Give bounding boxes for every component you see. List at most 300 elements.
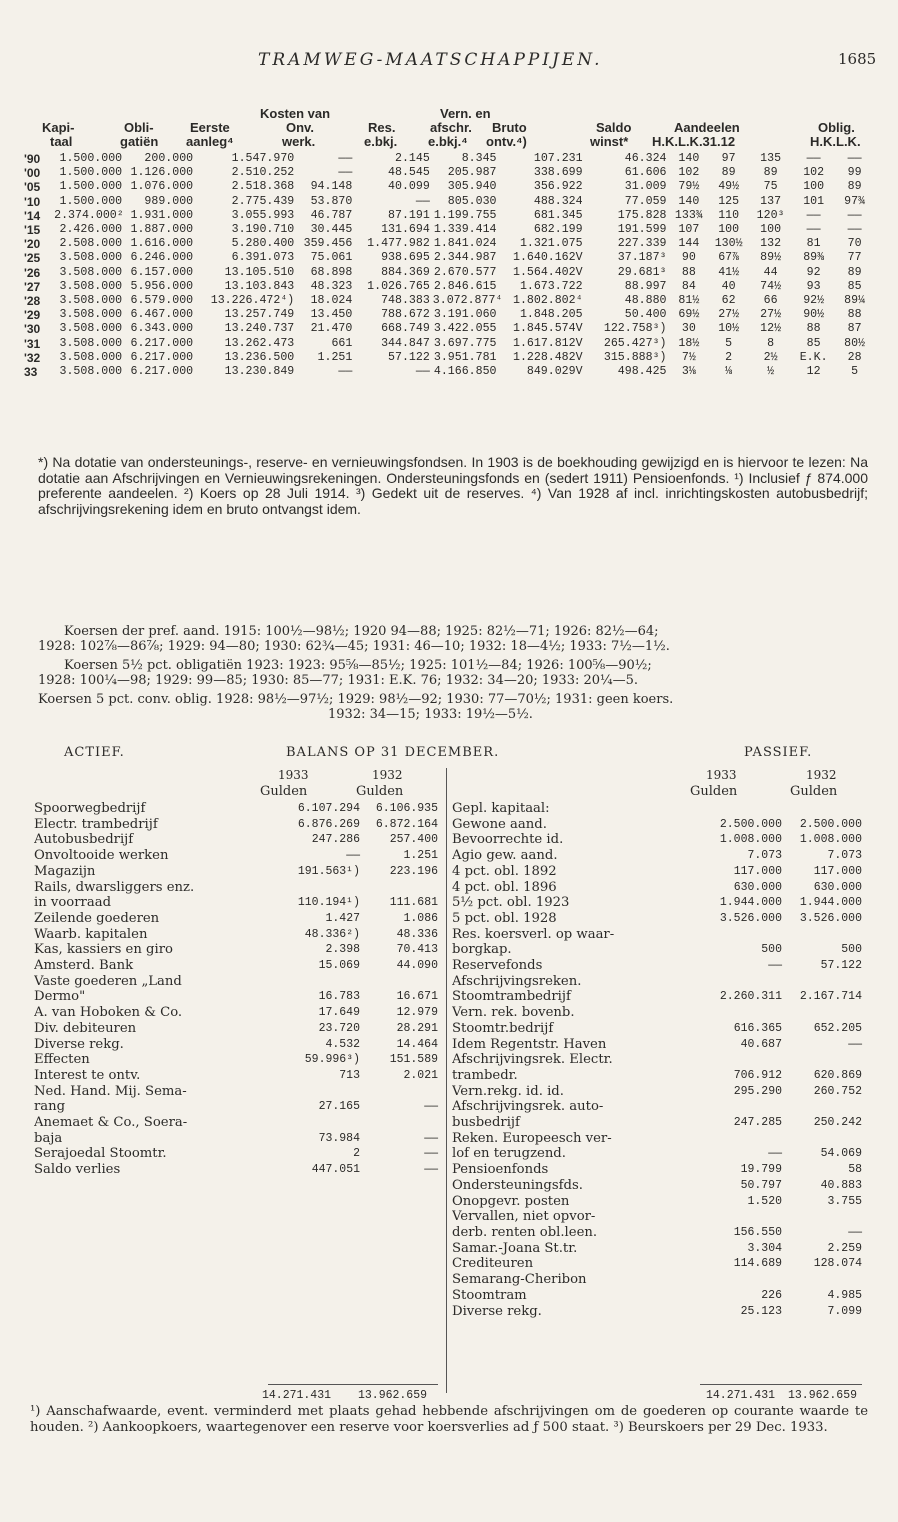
passief-item-label: borgkap. xyxy=(452,942,512,958)
table-cell: 2.426.000 xyxy=(59,223,123,237)
row-year: '28 xyxy=(24,294,41,309)
table-cell: 40.099 xyxy=(388,180,430,194)
actief-value: —— xyxy=(424,1147,438,1161)
table-cell: 1.841.024 xyxy=(433,237,497,251)
table-cell: 5.280.400 xyxy=(231,237,295,251)
actief-value: 48.336²) xyxy=(304,927,360,941)
table-cell: 3.422.055 xyxy=(433,322,497,336)
table-cell: 3⅛ xyxy=(681,365,696,379)
table-cell: —— xyxy=(338,365,353,379)
table-cell: 3.508.000 xyxy=(59,322,123,336)
passief-value: 4.985 xyxy=(827,1288,862,1302)
actief-row xyxy=(34,832,438,848)
table-cell: 175.828 xyxy=(617,208,667,222)
passief-item-label: Agio gew. aand. xyxy=(452,848,558,864)
table-cell: 2 xyxy=(725,350,733,364)
table-cell: 137 xyxy=(760,194,782,208)
table-cell: 87 xyxy=(847,322,862,336)
table-cell: 191.599 xyxy=(617,223,667,237)
actief-row xyxy=(34,974,438,990)
table-cell: —— xyxy=(847,208,862,222)
passief-value xyxy=(782,1272,862,1288)
passief-row xyxy=(452,1021,862,1037)
table-cell: 77 xyxy=(847,251,862,265)
table-cell: 67⅞ xyxy=(718,251,740,265)
table-cell: 84 xyxy=(681,279,696,293)
table-cell: 265.427³) xyxy=(603,336,667,350)
table-cell: 3.072.877⁴ xyxy=(432,294,503,308)
actief-value: 223.196 xyxy=(389,864,438,878)
passief-item-label: Vern.rekg. id. id. xyxy=(452,1083,564,1099)
actief-item-label: Waarb. kapitalen xyxy=(34,926,148,942)
passief-year-1932: 1932 xyxy=(806,768,837,782)
row-year: '14 xyxy=(24,208,41,223)
table-cell: 97 xyxy=(721,152,736,165)
table-cell: 6.217.000 xyxy=(130,336,194,350)
passief-item-label: Semarang-Cheribon xyxy=(452,1272,587,1288)
head-werk: werk. xyxy=(282,134,316,149)
table-cell: 89 xyxy=(763,166,778,180)
table-cell: 85 xyxy=(806,336,821,350)
running-header: TRAMWEG-MAATSCHAPPIJEN. xyxy=(258,50,603,70)
table-cell: 3.508.000 xyxy=(59,350,123,364)
head-ontv: ontv.⁴) xyxy=(486,134,527,149)
actief-value: 14.464 xyxy=(396,1037,438,1051)
table-cell: E.K. xyxy=(799,350,828,364)
table-cell: 6.391.073 xyxy=(231,251,295,265)
table-cell: 4.166.850 xyxy=(433,365,497,379)
head-eerste: Eerste xyxy=(190,120,230,135)
row-year: '05 xyxy=(24,180,41,195)
table-cell: 100 xyxy=(760,223,782,237)
table-cell: 90½ xyxy=(803,308,825,322)
actief-value: 70.413 xyxy=(396,943,438,957)
table-cell: 1.616.000 xyxy=(130,237,194,251)
head-ebkj: e.bkj. xyxy=(364,134,398,149)
table-cell: 1.564.402V xyxy=(512,265,583,279)
passief-value: 128.074 xyxy=(813,1257,862,1271)
actief-value: 6.876.269 xyxy=(297,817,360,831)
passief-row xyxy=(452,1194,862,1210)
table-cell: 46.787 xyxy=(310,208,353,222)
table-cell: 3.508.000 xyxy=(59,336,123,350)
table-cell: 125 xyxy=(718,194,740,208)
passief-item-label: 5½ pct. obl. 1923 xyxy=(452,895,570,911)
table-cell: 3.697.775 xyxy=(433,336,497,350)
passief-value: 1.944.000 xyxy=(799,896,862,910)
passief-value xyxy=(688,927,782,943)
table-cell: —— xyxy=(806,208,821,222)
table-cell: 44 xyxy=(763,265,778,279)
table-cell: 2.344.987 xyxy=(433,251,497,265)
row-year: '30 xyxy=(24,322,41,337)
table-cell: 10½ xyxy=(718,322,740,336)
actief-value: 16.671 xyxy=(396,990,438,1004)
table-cell: 989.000 xyxy=(144,194,194,208)
passief-value: 226 xyxy=(761,1288,782,1302)
table-cell: 140 xyxy=(678,194,700,208)
actief-unit-2: Gulden xyxy=(356,784,404,799)
passief-item-label: Stoomtr.bedrijf xyxy=(452,1020,554,1036)
table-cell: 1.640.162V xyxy=(512,251,583,265)
row-year: '15 xyxy=(24,223,41,238)
passief-item-label: Gewone aand. xyxy=(452,816,547,832)
actief-value: 1.086 xyxy=(403,911,438,925)
head-aanleg: aanleg⁴ xyxy=(186,134,234,149)
table-cell: 13.236.500 xyxy=(224,350,295,364)
table-cell: 74½ xyxy=(760,279,782,293)
passief-value: 40.883 xyxy=(820,1178,862,1192)
table-cell: 28 xyxy=(847,350,862,364)
row-year: '32 xyxy=(24,350,41,365)
table-cell: 13.262.473 xyxy=(224,336,295,350)
actief-value: —— xyxy=(424,1163,438,1177)
passief-value xyxy=(782,1099,862,1115)
passief-row xyxy=(452,1099,862,1115)
table-cell: 5 xyxy=(725,336,733,350)
table-cell: 200.000 xyxy=(144,152,194,165)
actief-item-label: Spoorwegbedrijf xyxy=(34,801,146,816)
table-cell: 338.699 xyxy=(533,166,583,180)
statistics-rows xyxy=(24,152,874,379)
table-row xyxy=(24,195,874,209)
actief-item-label: Ned. Hand. Mij. Sema- xyxy=(34,1083,187,1099)
table-cell: 130½ xyxy=(714,237,743,251)
actief-value: 4.532 xyxy=(325,1037,360,1051)
table-cell: 90 xyxy=(681,251,696,265)
passief-item-label: Vern. rek. bovenb. xyxy=(452,1005,575,1021)
passief-value: 295.290 xyxy=(733,1084,782,1098)
actief-row xyxy=(34,801,438,817)
passief-item-label: Stoomtram xyxy=(452,1287,527,1303)
quote-pref-line1: Koersen der pref. aand. 1915: 100½—98½; 1920 94—88; 1925: 82½—71; 1926: 82½—64; xyxy=(64,624,659,639)
passief-total-1933: 14.271.431 xyxy=(706,1389,776,1402)
table-cell: 668.749 xyxy=(381,322,430,336)
passief-row xyxy=(452,832,862,848)
table-row xyxy=(24,152,874,166)
table-cell: 89¼ xyxy=(844,294,865,308)
actief-value: 111.681 xyxy=(389,896,438,910)
table-cell: 27½ xyxy=(760,308,782,322)
passief-item-label: Idem Regentstr. Haven xyxy=(452,1036,607,1052)
head-hklk2: H.K.L.K. xyxy=(810,134,861,149)
passief-value: 620.869 xyxy=(813,1068,862,1082)
passief-value: 117.000 xyxy=(733,864,782,878)
passief-value: 260.752 xyxy=(813,1084,862,1098)
actief-total-1932: 13.962.659 xyxy=(358,1389,428,1402)
passief-value xyxy=(782,801,862,817)
head-gatien: gatiën xyxy=(120,134,159,149)
passief-item-label: Diverse rekg. xyxy=(452,1303,542,1319)
table-cell: 1.321.075 xyxy=(519,237,583,251)
table-cell: 5.956.000 xyxy=(130,279,194,293)
table-cell: 40 xyxy=(721,279,736,293)
actief-value xyxy=(270,1115,360,1131)
table-cell: 101 xyxy=(803,194,825,208)
head-afschr: afschr. xyxy=(430,120,472,135)
table-cell: 110 xyxy=(718,208,740,222)
table-cell: —— xyxy=(847,223,862,237)
actief-value xyxy=(270,1084,360,1100)
passief-value: 3.304 xyxy=(747,1241,782,1255)
actief-value: 15.069 xyxy=(318,959,360,973)
table-cell: 2.510.252 xyxy=(231,166,295,180)
table-cell: 2.508.000 xyxy=(59,237,123,251)
passief-value: 1.008.000 xyxy=(799,833,862,847)
table-cell: 13.226.472⁴) xyxy=(210,294,295,308)
table-cell: —— xyxy=(806,152,821,165)
table-cell: 748.383 xyxy=(381,294,430,308)
actief-value xyxy=(270,880,360,896)
passief-row xyxy=(452,895,862,911)
head-onv: Onv. xyxy=(286,120,314,135)
head-saldo: Saldo xyxy=(596,120,632,135)
table-cell: 1.026.765 xyxy=(367,279,430,293)
passief-item-label: Gepl. kapitaal: xyxy=(452,801,550,816)
actief-item-label: Kas, kassiers en giro xyxy=(34,942,173,958)
table-cell: 27½ xyxy=(718,308,740,322)
passief-unit-2: Gulden xyxy=(790,784,838,799)
table-cell: 1.500.000 xyxy=(59,166,123,180)
actief-item-label: Onvoltooide werken xyxy=(34,848,169,864)
row-year: '25 xyxy=(24,251,41,266)
actief-row xyxy=(34,989,438,1005)
actief-item-label: Anemaet & Co., Soera- xyxy=(34,1115,188,1131)
table-cell: 3.508.000 xyxy=(59,365,123,379)
table-cell: 132 xyxy=(760,237,782,251)
table-cell: 122.758³) xyxy=(603,322,667,336)
quote-conv-line1: Koersen 5 pct. conv. oblig. 1928: 98½—97½; 1929: 98½—92; 1930: 77—70½; 1931: geen koers. xyxy=(38,692,674,707)
table-cell: 6.579.000 xyxy=(130,294,194,308)
passief-value: 706.912 xyxy=(733,1068,782,1082)
head-obli: Obli- xyxy=(124,120,154,135)
actief-value: 6.107.294 xyxy=(297,802,360,815)
passief-value: 2.500.000 xyxy=(719,817,782,831)
passief-value: 247.285 xyxy=(733,1116,782,1130)
passief-value xyxy=(688,1272,782,1288)
table-cell: 3.508.000 xyxy=(59,279,123,293)
table-cell: 2½ xyxy=(763,350,778,364)
table-cell: 131.694 xyxy=(381,223,430,237)
passief-row xyxy=(452,1115,862,1131)
passief-row xyxy=(452,817,862,833)
actief-value: 2 xyxy=(353,1147,360,1161)
passief-value: 3.755 xyxy=(827,1194,862,1208)
table-cell: 3.951.781 xyxy=(433,350,497,364)
table-cell: 3.508.000 xyxy=(59,251,123,265)
table-row xyxy=(24,337,874,351)
actief-row xyxy=(34,927,438,943)
passief-total-rule xyxy=(700,1384,862,1385)
passief-value: 2.167.714 xyxy=(799,990,862,1004)
row-year: '00 xyxy=(24,166,41,181)
table-cell: 18½ xyxy=(678,336,700,350)
table-cell: 356.922 xyxy=(533,180,583,194)
actief-row xyxy=(34,1068,438,1084)
table-cell: 359.456 xyxy=(303,237,353,251)
table-cell: 48.545 xyxy=(388,166,430,180)
table-cell: 12 xyxy=(806,365,821,379)
table-row xyxy=(24,223,874,237)
passief-value: 630.000 xyxy=(733,880,782,894)
passief-row xyxy=(452,864,862,880)
passief-row xyxy=(452,801,862,817)
table-cell: 88 xyxy=(806,322,821,336)
passief-value: 50.797 xyxy=(740,1178,782,1192)
passief-value: 1.008.000 xyxy=(719,833,782,847)
table-cell: 8.345 xyxy=(461,152,497,165)
passief-row xyxy=(452,927,862,943)
table-cell: 13.230.849 xyxy=(224,365,295,379)
passief-row xyxy=(452,1225,862,1241)
table-cell: 3.055.993 xyxy=(231,208,295,222)
actief-item-label: Serajoedal Stoomtr. xyxy=(34,1146,167,1162)
head-aandeelen: Aandeelen xyxy=(674,120,740,135)
table-cell: 305.940 xyxy=(447,180,497,194)
table-cell: 1.500.000 xyxy=(59,194,123,208)
actief-total-1933: 14.271.431 xyxy=(262,1389,332,1402)
row-year: '26 xyxy=(24,265,41,280)
passief-value xyxy=(688,974,782,990)
table-row xyxy=(24,180,874,194)
passief-row xyxy=(452,974,862,990)
table-cell: 849.029V xyxy=(526,365,583,379)
passief-value: 1.944.000 xyxy=(719,896,782,910)
table-cell: 18.024 xyxy=(310,294,353,308)
passief-row xyxy=(452,1052,862,1068)
actief-row xyxy=(34,864,438,880)
table-cell: 3.508.000 xyxy=(59,294,123,308)
passief-row xyxy=(452,958,862,974)
table-cell: 498.425 xyxy=(617,365,667,379)
head-taal: taal xyxy=(50,134,73,149)
actief-value: 247.286 xyxy=(311,833,360,847)
row-year: '10 xyxy=(24,194,41,209)
head-oblig: Oblig. xyxy=(818,120,855,135)
balance-footnote: ¹) Aanschafwaarde, event. verminderd met plaats gehad hebbende afschrijvingen om de goederen op courante waarde te houden. ²) Aankoopkoers, waartegenover een reserve voor koersverlies ad ƒ 500 staat. ³) Beurskoers per 29 Dec. 1933. xyxy=(30,1404,868,1435)
passief-value xyxy=(782,1131,862,1147)
table-cell: 2.670.577 xyxy=(433,265,497,279)
table-cell: 1.199.755 xyxy=(433,208,497,222)
table-cell: 21.470 xyxy=(310,322,353,336)
actief-value: 12.979 xyxy=(396,1006,438,1020)
actief-row xyxy=(34,1084,438,1100)
table-cell: 135 xyxy=(760,152,782,165)
table-cell: 66 xyxy=(763,294,778,308)
actief-value: 48.336 xyxy=(396,927,438,941)
table-cell: 13.257.749 xyxy=(224,308,295,322)
actief-item-label: Dermo" xyxy=(34,989,86,1005)
table-cell: 1.477.982 xyxy=(367,237,430,251)
passief-value: 117.000 xyxy=(813,864,862,878)
actief-item-label: Electr. trambedrijf xyxy=(34,816,158,832)
table-cell: 1.251 xyxy=(317,350,353,364)
passief-value: 2.500.000 xyxy=(799,817,862,831)
table-cell: 75.061 xyxy=(310,251,353,265)
table-row xyxy=(24,280,874,294)
table-cell: 3.191.060 xyxy=(433,308,497,322)
passief-value xyxy=(782,927,862,943)
passief-value: 7.073 xyxy=(747,849,782,863)
table-cell: 3.508.000 xyxy=(59,308,123,322)
passief-value: 2.259 xyxy=(827,1241,862,1255)
table-cell: 30 xyxy=(681,322,696,336)
table-cell: 6.467.000 xyxy=(130,308,194,322)
table-cell: 79½ xyxy=(678,180,700,194)
actief-row xyxy=(34,911,438,927)
actief-row xyxy=(34,1021,438,1037)
table-cell: 97¾ xyxy=(844,194,865,208)
actief-value: 59.996³) xyxy=(304,1053,360,1067)
table-cell: 41½ xyxy=(718,265,740,279)
passief-value xyxy=(782,974,862,990)
table-cell: 2.518.368 xyxy=(231,180,295,194)
actief-item-label: A. van Hoboken & Co. xyxy=(34,1005,183,1021)
actief-item-label: Vaste goederen „Land xyxy=(34,973,182,989)
table-cell: 69½ xyxy=(678,308,700,322)
actief-label: ACTIEF. xyxy=(64,745,125,760)
passief-value: 7.073 xyxy=(827,849,862,863)
passief-value: 7.099 xyxy=(827,1304,862,1318)
passief-value: 1.520 xyxy=(747,1194,782,1208)
passief-value: 2.260.311 xyxy=(719,990,782,1004)
table-cell: 48.880 xyxy=(624,294,667,308)
table-cell: 1.673.722 xyxy=(519,279,583,293)
table-cell: 227.339 xyxy=(617,237,667,251)
table-cell: 140 xyxy=(678,152,700,165)
actief-value: 2.021 xyxy=(403,1068,438,1082)
table-cell: 89⅜ xyxy=(803,251,825,265)
passief-value xyxy=(782,1005,862,1021)
row-year: '29 xyxy=(24,308,41,323)
table-cell: 661 xyxy=(331,336,353,350)
table-cell: 75 xyxy=(763,180,778,194)
actief-item-label: in voorraad xyxy=(34,895,112,911)
table-row xyxy=(24,266,874,280)
actief-value xyxy=(360,974,438,990)
table-cell: 107.231 xyxy=(533,152,583,165)
passief-value: 19.799 xyxy=(740,1163,782,1177)
table-cell: 49½ xyxy=(718,180,740,194)
table-cell: 88 xyxy=(847,308,862,322)
table-cell: 13.240.737 xyxy=(224,322,295,336)
row-year: '20 xyxy=(24,237,41,252)
actief-row xyxy=(34,1146,438,1162)
head-hklk: H.K.L.K.31.12 xyxy=(652,134,736,149)
passief-label: PASSIEF. xyxy=(744,745,813,760)
head-ebkj4: e.bkj.⁴ xyxy=(428,134,468,149)
passief-row xyxy=(452,1162,862,1178)
table-cell: 50.400 xyxy=(624,308,667,322)
table-cell: 80½ xyxy=(844,336,865,350)
actief-item-label: Saldo verlies xyxy=(34,1162,121,1178)
table-cell: 681.345 xyxy=(533,208,583,222)
passief-row xyxy=(452,1256,862,1272)
actief-value: 27.165 xyxy=(318,1100,360,1114)
passief-item-label: Vervallen, niet opvor- xyxy=(452,1209,596,1225)
actief-row xyxy=(34,880,438,896)
table-cell: 1.848.205 xyxy=(519,308,583,322)
table-cell: 344.847 xyxy=(381,336,430,350)
actief-value: —— xyxy=(424,1131,438,1145)
passief-item-label: Ondersteuningsfds. xyxy=(452,1177,583,1193)
passief-value xyxy=(688,1099,782,1115)
actief-value xyxy=(360,1084,438,1100)
table-cell: 144 xyxy=(678,237,700,251)
passief-year-1933: 1933 xyxy=(706,768,737,782)
table-cell: 315.888³) xyxy=(603,350,667,364)
passief-item-label: Reservefonds xyxy=(452,958,543,974)
